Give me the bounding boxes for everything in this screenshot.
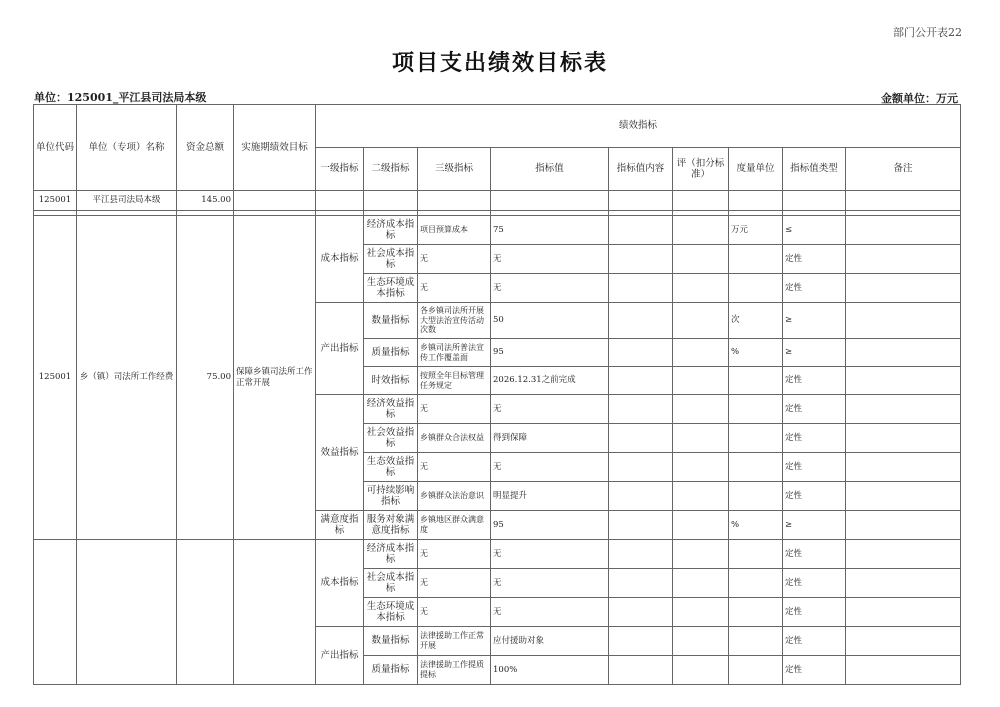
col-level2: 二级指标 xyxy=(364,148,418,191)
row-value: 50 xyxy=(491,303,609,339)
header-row-1 xyxy=(34,105,961,148)
row-type: 定性 xyxy=(783,627,846,656)
row-value: 无 xyxy=(491,274,609,303)
row-l3: 乡镇群众法治意识 xyxy=(418,482,491,511)
summary-name: 平江县司法局本级 xyxy=(77,191,177,211)
row-unit: % xyxy=(729,511,783,540)
row-type: 定性 xyxy=(783,453,846,482)
row-l2: 社会成本指标 xyxy=(364,569,418,598)
row-value: 明显提升 xyxy=(491,482,609,511)
row-l2: 可持续影响指标 xyxy=(364,482,418,511)
row-value: 无 xyxy=(491,245,609,274)
row-type: 定性 xyxy=(783,245,846,274)
project1-group-satisfaction: 满意度指标 xyxy=(316,511,364,540)
col-value-type: 指标值类型 xyxy=(783,148,846,191)
table-number-label: 部门公开表22 xyxy=(893,26,962,39)
row-value: 得到保障 xyxy=(491,424,609,453)
row-value: 应付援助对象 xyxy=(491,627,609,656)
row-value: 2026.12.31之前完成 xyxy=(491,367,609,395)
summary-code: 125001 xyxy=(34,191,77,211)
col-measure-unit: 度量单位 xyxy=(729,148,783,191)
row-unit xyxy=(729,245,783,274)
row-value: 95 xyxy=(491,511,609,540)
col-value-content: 指标值内容 xyxy=(609,148,673,191)
table-row xyxy=(34,540,961,569)
row-l3: 法律援助工作提质提标 xyxy=(418,656,491,685)
row-l3: 无 xyxy=(418,245,491,274)
summary-amount: 145.00 xyxy=(177,191,234,211)
row-type: 定性 xyxy=(783,395,846,424)
row-unit xyxy=(729,395,783,424)
row-l2: 社会成本指标 xyxy=(364,245,418,274)
row-l3: 乡镇司法所普法宣传工作覆盖面 xyxy=(418,339,491,367)
col-value: 指标值 xyxy=(491,148,609,191)
row-l3: 无 xyxy=(418,540,491,569)
project1-group-benefit: 效益指标 xyxy=(316,395,364,511)
col-level1: 一级指标 xyxy=(316,148,364,191)
row-unit xyxy=(729,569,783,598)
row-l3: 无 xyxy=(418,274,491,303)
row-type: 定性 xyxy=(783,540,846,569)
row-l2: 生态环境成本指标 xyxy=(364,274,418,303)
row-unit xyxy=(729,627,783,656)
row-type: 定性 xyxy=(783,482,846,511)
table-row xyxy=(34,216,961,245)
row-value: 无 xyxy=(491,395,609,424)
row-unit xyxy=(729,453,783,482)
project1-code: 125001 xyxy=(34,216,77,540)
row-type: ≤ xyxy=(783,216,846,245)
col-level3: 三级指标 xyxy=(418,148,491,191)
row-type: 定性 xyxy=(783,569,846,598)
row-value: 无 xyxy=(491,540,609,569)
col-unit-project-name: 单位（专项）名称 xyxy=(77,105,177,191)
row-type: 定性 xyxy=(783,598,846,627)
row-l3: 无 xyxy=(418,569,491,598)
row-value: 100% xyxy=(491,656,609,685)
col-perf-indicators: 绩效指标 xyxy=(316,105,961,148)
page-title: 项目支出绩效目标表 xyxy=(391,50,608,76)
row-unit: % xyxy=(729,339,783,367)
row-unit xyxy=(729,274,783,303)
row-unit xyxy=(729,367,783,395)
row-unit xyxy=(729,540,783,569)
row-l3: 乡镇地区群众满意度 xyxy=(418,511,491,540)
row-l2: 质量指标 xyxy=(364,339,418,367)
project1-amount: 75.00 xyxy=(177,216,234,540)
row-type: 定性 xyxy=(783,424,846,453)
row-unit: 次 xyxy=(729,303,783,339)
row-unit: 万元 xyxy=(729,216,783,245)
row-l3: 无 xyxy=(418,395,491,424)
row-l2: 生态效益指标 xyxy=(364,453,418,482)
col-period-goal: 实施期绩效目标 xyxy=(234,105,316,191)
row-unit xyxy=(729,656,783,685)
unit-label: 单位：125001_平江县司法局本级 xyxy=(34,91,207,104)
row-l3: 法律援助工作正常开展 xyxy=(418,627,491,656)
row-l2: 经济成本指标 xyxy=(364,216,418,245)
row-l2: 经济成本指标 xyxy=(364,540,418,569)
project1-goal: 保障乡镇司法所工作正常开展 xyxy=(234,216,316,540)
row-value: 95 xyxy=(491,339,609,367)
project2-group-output: 产出指标 xyxy=(316,627,364,685)
col-total-funds: 资金总额 xyxy=(177,105,234,191)
row-type: ≥ xyxy=(783,303,846,339)
row-l2: 时效指标 xyxy=(364,367,418,395)
row-value: 无 xyxy=(491,453,609,482)
row-l2: 数量指标 xyxy=(364,303,418,339)
row-l3: 按照全年目标管理任务规定 xyxy=(418,367,491,395)
row-value: 无 xyxy=(491,598,609,627)
row-l3: 项目预算成本 xyxy=(418,216,491,245)
row-l2: 生态环境成本指标 xyxy=(364,598,418,627)
row-l3: 乡镇群众合法权益 xyxy=(418,424,491,453)
project1-name: 乡（镇）司法所工作经费 xyxy=(77,216,177,540)
row-l2: 质量指标 xyxy=(364,656,418,685)
row-l2: 经济效益指标 xyxy=(364,395,418,424)
row-type: ≥ xyxy=(783,511,846,540)
row-l2: 社会效益指标 xyxy=(364,424,418,453)
row-l2: 服务对象满意度指标 xyxy=(364,511,418,540)
row-unit xyxy=(729,598,783,627)
row-value: 75 xyxy=(491,216,609,245)
row-unit xyxy=(729,482,783,511)
col-scoring: 评（扣分标准） xyxy=(673,148,729,191)
row-l3: 无 xyxy=(418,453,491,482)
project2-group-cost: 成本指标 xyxy=(316,540,364,627)
row-l2: 数量指标 xyxy=(364,627,418,656)
amount-unit-label: 金额单位：万元 xyxy=(881,92,958,105)
row-l3: 无 xyxy=(418,598,491,627)
performance-target-table xyxy=(33,104,961,685)
row-unit xyxy=(729,424,783,453)
row-type: 定性 xyxy=(783,656,846,685)
summary-row xyxy=(34,191,961,211)
row-type: ≥ xyxy=(783,339,846,367)
project1-group-output: 产出指标 xyxy=(316,303,364,395)
row-value: 无 xyxy=(491,569,609,598)
row-type: 定性 xyxy=(783,367,846,395)
project1-group-cost: 成本指标 xyxy=(316,216,364,303)
col-unit-code: 单位代码 xyxy=(34,105,77,191)
row-l3: 各乡镇司法所开展大型法治宣传活动次数 xyxy=(418,303,491,339)
row-type: 定性 xyxy=(783,274,846,303)
col-remark: 备注 xyxy=(846,148,961,191)
